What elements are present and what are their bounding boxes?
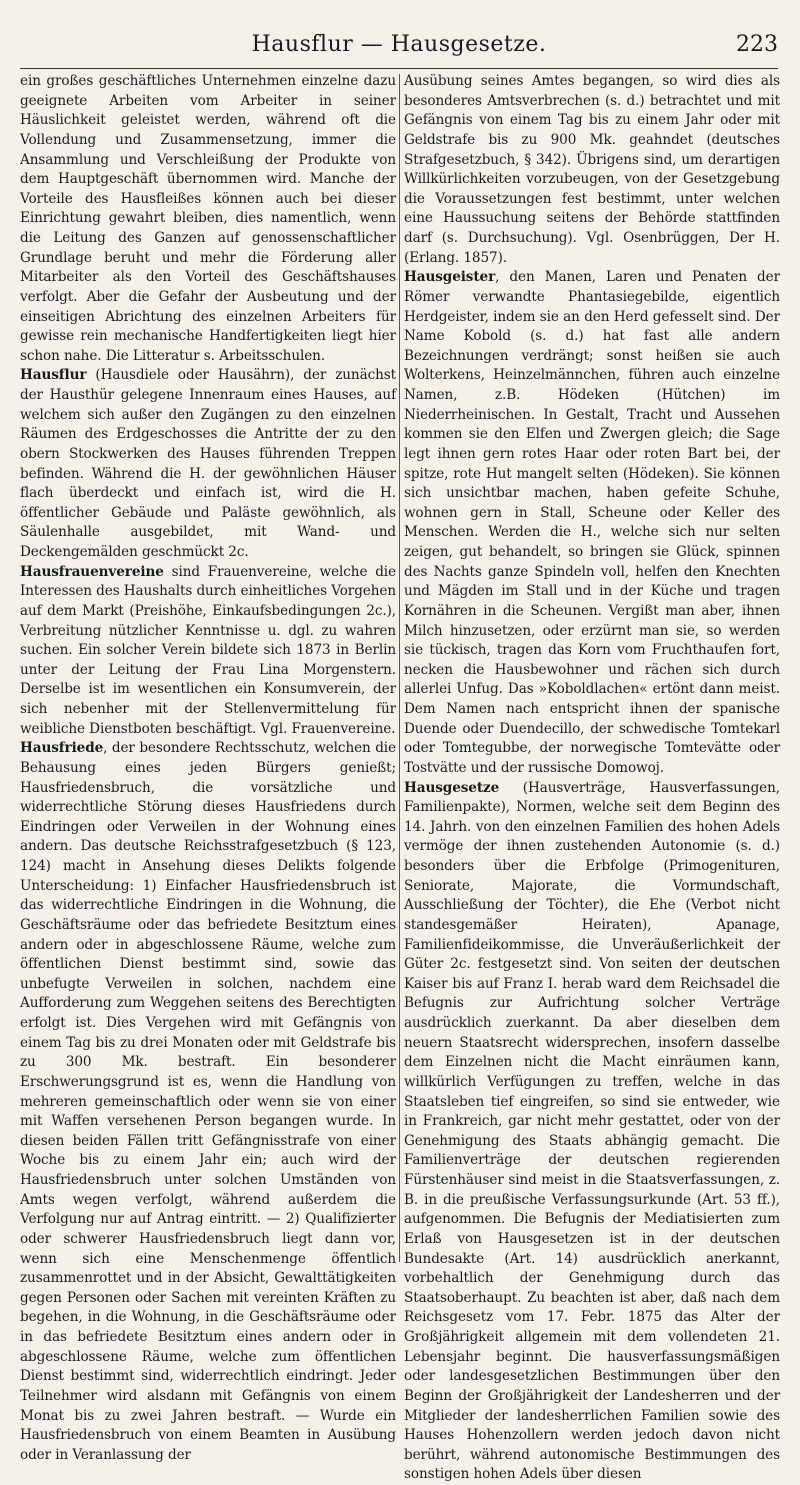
entry-hausflur <box>20 366 396 562</box>
paragraph-continued <box>404 72 780 268</box>
paragraph-text: ein großes geschäftliches Unternehmen einzelne dazu geeignete Arbeiten vom Arbeiter in seiner Häuslichkeit geleistet werden, während oft die Vollendung und Zusammensetzung, immer die Ansammlung und Verschleißung der Produkte von dem Hauptgeschäft übernommen wird. Manche der Vorteile des Hausfleißes können auch bei dieser Einrichtung gewahrt bleiben, dies namentlich, wenn die Leitung des Ganzen auf genossenschaftlicher Grundlage beruht und mehr die Förderung aller Mitarbeiter als den Vorteil des Geschäftshauses verfolgt. Aber die Gefahr der Ausbeutung und der einseitigen Abrichtung des einzelnen Arbeiters für gewisse rein mechanische Handfertigkeiten liegt hier schon nahe. Die Litteratur s. Arbeitsschulen. <box>20 73 396 364</box>
entry-hausfrauenvereine <box>20 563 396 740</box>
right-column <box>404 72 780 1262</box>
page-title: Hausflur — Hausgesetze. <box>20 32 778 57</box>
paragraph-text: Ausübung seines Amtes begangen, so wird dies als besonderes Amtsverbrechen (s. d.) betrachtet und mit Gefängnis von einem Tag bis zu einem Jahr oder mit Geldstrafe bis zu 900 Mk. geahndet (deutsches Strafgesetzbuch, § 342). Übrigens sind, um derartigen Willkürlichkeiten vorzubeugen, von der Gesetzgebung die Voraussetzungen fest bestimmt, unter welchen eine Haussuchung seitens der Behörde stattfinden darf (s. Durchsuchung). Vgl. Osenbrüggen, Der H. (Erlang. 1857). <box>404 73 780 266</box>
entry-headword: Hausfrauenvereine <box>20 564 164 580</box>
entry-text: sind Frauenvereine, welche die Interessen des Haushalts durch einheitliches Vorgehen auf dem Markt (Preishöhe, Einkaufsbedingungen 2c.), Verbreitung nützlicher Kenntnisse u. dgl. zu wahren suchen. Ein solcher Verein bildete sich 1873 in Berlin unter der Leitung der Frau Lina Morgenstern. Derselbe ist im wesentlichen ein Konsumverein, der sich nebenher mit der Stellenvermittelung für weibliche Dienstboten beschäftigt. Vgl. Frauenvereine. <box>20 564 396 737</box>
entry-hausgesetze <box>404 779 780 1485</box>
entry-headword: Hausgeister <box>404 269 495 285</box>
paragraph-continued <box>20 72 396 366</box>
entry-hausgeister <box>404 268 780 778</box>
entry-hausfriede <box>20 739 396 1465</box>
entry-text: (Hausverträge, Hausverfassungen, Familienpakte), Normen, welche seit dem Beginn des 14. Jahrh. von den einzelnen Familien des hohen Adels vermöge der ihnen zustehenden Autonomie (s. d.) besonders über die Erbfolge (Primogenituren, Seniorate, Majorate, die Vormundschaft, Ausschließung der Töchter), die Ehe (Verbot nicht standesgemäßer Heiraten), Apanage, Familienfideikommisse, die Unveräußerlichkeit der Güter 2c. festgesetzt sind. Von seiten der deutschen Kaiser bis auf Franz I. herab ward dem Reichsadel die Befugnis zur Aufrichtung solcher Verträge ausdrücklich zuerkannt. Da aber dieselben dem neuern Staatsrecht widersprechen, insofern dasselbe dem Einzelnen nicht die Macht einräumen kann, willkürlich Verfügungen zu treffen, welche in das Staatsleben tief eingreifen, so sind sie entweder, wie in Frankreich, gar nicht mehr gestattet, oder von der Genehmigung des Staats abhängig gemacht. Die Familienverträge der deutschen regierenden Fürstenhäuser sind meist in die Staatsverfassungen, z. B. in die preußische Verfassungsurkunde (Art. 53 ff.), aufgenommen. Die Befugnis der Mediatisierten zum Erlaß von Hausgesetzen ist in der deutschen Bundesakte (Art. 14) ausdrücklich anerkannt, vorbehaltlich der Genehmigung durch das Staatsoberhaupt. Zu beachten ist aber, daß nach dem Reichsgesetz vom 17. Febr. 1875 das Alter der Großjährigkeit allgemein mit dem vollendeten 21. Lebensjahr beginnt. Die hausverfassungsmäßigen oder landesgesetzlichen Bestimmungen über den Beginn der Großjährigkeit der Landesherren und der Mitglieder der landesherrlichen Familien sowie des Hauses Hohenzollern werden jedoch davon nicht berührt, während autonomische Bestimmungen des sonstigen hohen Adels über diesen <box>404 780 780 1483</box>
entry-headword: Hausflur <box>20 367 86 383</box>
entry-text: (Hausdiele oder Hausährn), der zunächst der Hausthür gelegene Innenraum eines Hauses, auf welchem sich außer den Zugängen zu den einzelnen Räumen des Erdgeschosses die Antritte der zu den obern Stockwerken des Hauses führenden Treppen befinden. Während die H. der gewöhnlichen Häuser flach überdeckt und einfach ist, wird die H. öffentlicher Gebäude und Paläste gewöhnlich, als Säulenhalle ausgebildet, mit Wand- und Deckengemälden geschmückt 2c. <box>20 367 396 560</box>
entry-headword: Hausgesetze <box>404 780 499 796</box>
running-header <box>20 28 778 69</box>
entry-text: , der besondere Rechtsschutz, welchen die Behausung eines jeden Bürgers genießt; Hausfriedensbruch, die vorsätzliche und widerrechtliche Störung dieses Hausfriedens durch Eindringen oder Verweilen in der Wohnung eines andern. Das deutsche Reichsstrafgesetzbuch (§ 123, 124) macht in Ansehung dieses Delikts folgende Unterscheidung: 1) Einfacher Hausfriedensbruch ist das widerrechtliche Eindringen in die Wohnung, die Geschäftsräume oder das befriedete Besitztum eines andern oder in abgeschlossene Räume, welche zum öffentlichen Dienst bestimmt sind, sowie das unbefugte Verweilen in solchen, nachdem eine Aufforderung zum Weggehen seitens des Berechtigten erfolgt ist. Dies Vergehen wird mit Gefängnis von einem Tag bis zu drei Monaten oder mit Geldstrafe bis zu 300 Mk. bestraft. Ein besonderer Erschwerungsgrund ist es, wenn die Handlung von mehreren gemeinschaftlich oder wenn sie von einer mit Waffen versehenen Person begangen wurde. In diesen beiden Fällen tritt Gefängnisstrafe von einer Woche bis zu einem Jahr ein; auch wird der Hausfriedensbruch unter solchen Umständen von Amts wegen verfolgt, während außerdem die Verfolgung nur auf Antrag eintritt. — 2) Qualifizierter oder schwerer Hausfriedensbruch liegt dann vor, wenn sich eine Menschenmenge öffentlich zusammenrottet und in der Absicht, Gewalttätigkeiten gegen Personen oder Sachen mit vereinten Kräften zu begehen, in die Wohnung, in die Geschäftsräume oder in das befriedete Besitztum eines andern oder in abgeschlossene Räume, welche zum öffentlichen Dienst bestimmt sind, widerrechtlich eindringt. Jeder Teilnehmer wird alsdann mit Gefängnis von einem Monat bis zu zwei Jahren bestraft. — Wurde ein Hausfriedensbruch von einem Beamten in Ausübung oder in Veranlassung der <box>20 740 396 1463</box>
entry-text: , den Manen, Laren und Penaten der Römer verwandte Phantasiegebilde, eigentlich Herdgeister, indem sie an den Herd gefesselt sind. Der Name Kobold (s. d.) hat fast alle andern Bezeichnungen verdrängt; sonst heißen sie auch Wolterkens, Heinzelmännchen, führen auch einzelne Namen, z.B. Hödeken (Hütchen) im Niederrheinischen. In Gestalt, Tracht und Aussehen kommen sie den Elfen und Zwergen gleich; die Sage legt ihnen gern rotes Haar oder roten Bart bei, der spitze, rote Hut mangelt selten (Hödeken). Sie können sich unsichtbar machen, haben gefeite Schuhe, wohnen gern in Stall, Scheune oder Keller des Menschen. Werden die H., welche sich nur selten zeigen, gut behandelt, so bringen sie Glück, spinnen des Nachts ganze Spindeln voll, helfen den Knechten und Mägden im Stall und in der Küche und tragen Kornähren in die Scheunen. Vergißt man aber, ihnen Milch hinzusetzen, oder erzürnt man sie, so werden sie tückisch, tragen das Korn vom Fruchthaufen fort, necken die Hausbewohner und rächen sich durch allerlei Unfug. Das »Koboldlachen« ertönt dann meist. Dem Namen nach entspricht ihnen der spanische Duende oder Duendecillo, der schwedische Tomtekarl oder Tomtegubbe, der norwegische Tomtevätte oder Tostvätte und der russische Domowoj. <box>404 269 780 776</box>
entry-headword: Hausfriede <box>20 740 103 756</box>
page-number: 223 <box>736 32 778 57</box>
left-column <box>20 72 396 1262</box>
text-columns <box>20 72 780 1262</box>
